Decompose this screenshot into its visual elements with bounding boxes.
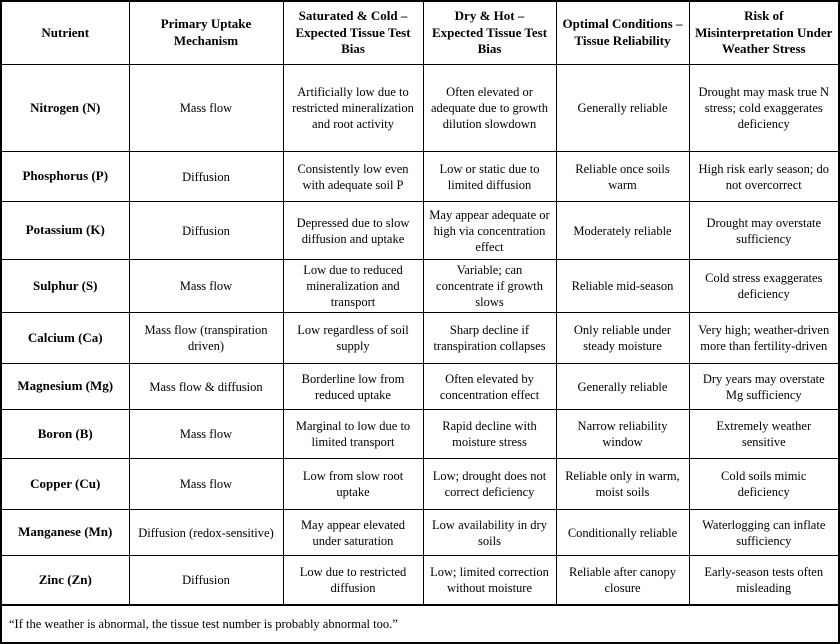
table-cell: Diffusion	[129, 152, 283, 202]
column-header-dry-hot-bias: Dry & Hot – Expected Tissue Test Bias	[423, 1, 556, 65]
table-cell: Mass flow & diffusion	[129, 364, 283, 410]
table-row-sulphur	[1, 260, 839, 313]
table-row-zinc	[1, 556, 839, 606]
table-cell: Depressed due to slow diffusion and uptake	[283, 202, 423, 260]
nutrient-name: Sulphur (S)	[1, 260, 129, 313]
table-cell: Reliable mid-season	[556, 260, 689, 313]
header-row	[1, 1, 839, 65]
table-cell: May appear elevated under saturation	[283, 510, 423, 556]
table-row-potassium	[1, 202, 839, 260]
table-cell: Mass flow	[129, 459, 283, 510]
table-cell: Diffusion (redox-sensitive)	[129, 510, 283, 556]
nutrient-name: Manganese (Mn)	[1, 510, 129, 556]
table-cell: Artificially low due to restricted mineralization and root activity	[283, 65, 423, 152]
nutrient-name: Zinc (Zn)	[1, 556, 129, 606]
table-cell: Low from slow root uptake	[283, 459, 423, 510]
table-cell: Early-season tests often misleading	[689, 556, 839, 606]
nutrient-name: Nitrogen (N)	[1, 65, 129, 152]
table-cell: Reliable once soils warm	[556, 152, 689, 202]
table-row-magnesium	[1, 364, 839, 410]
table-row-copper	[1, 459, 839, 510]
table-cell: Only reliable under steady moisture	[556, 313, 689, 364]
table-row-boron	[1, 410, 839, 459]
table-cell: Mass flow	[129, 410, 283, 459]
table-cell: Low or static due to limited diffusion	[423, 152, 556, 202]
column-header-saturated-cold-bias: Saturated & Cold – Expected Tissue Test Bias	[283, 1, 423, 65]
footer-note: “If the weather is abnormal, the tissue test number is probably abnormal too.”	[1, 605, 839, 643]
table-cell: Diffusion	[129, 556, 283, 606]
table-cell: Generally reliable	[556, 65, 689, 152]
table-cell: Low availability in dry soils	[423, 510, 556, 556]
table-cell: Consistently low even with adequate soil P	[283, 152, 423, 202]
table-cell: Low regardless of soil supply	[283, 313, 423, 364]
table-cell: Borderline low from reduced uptake	[283, 364, 423, 410]
table-cell: Low due to reduced mineralization and transport	[283, 260, 423, 313]
column-header-misinterpretation-risk: Risk of Misinterpretation Under Weather Stress	[689, 1, 839, 65]
table-cell: Reliable only in warm, moist soils	[556, 459, 689, 510]
table-cell: Mass flow	[129, 260, 283, 313]
table-cell: May appear adequate or high via concentration effect	[423, 202, 556, 260]
nutrient-name: Copper (Cu)	[1, 459, 129, 510]
table-cell: Often elevated or adequate due to growth dilution slowdown	[423, 65, 556, 152]
table-cell: Extremely weather sensitive	[689, 410, 839, 459]
column-header-uptake-mechanism: Primary Uptake Mechanism	[129, 1, 283, 65]
table-cell: Sharp decline if transpiration collapses	[423, 313, 556, 364]
table-row-phosphorus	[1, 152, 839, 202]
table-cell: Diffusion	[129, 202, 283, 260]
table-cell: Low; drought does not correct deficiency	[423, 459, 556, 510]
nutrient-name: Potassium (K)	[1, 202, 129, 260]
table-cell: Cold soils mimic deficiency	[689, 459, 839, 510]
table-row-nitrogen	[1, 65, 839, 152]
table-row-calcium	[1, 313, 839, 364]
nutrient-name: Calcium (Ca)	[1, 313, 129, 364]
table-cell: Waterlogging can inflate sufficiency	[689, 510, 839, 556]
table-cell: High risk early season; do not overcorrect	[689, 152, 839, 202]
table-cell: Cold stress exaggerates deficiency	[689, 260, 839, 313]
table-cell: Narrow reliability window	[556, 410, 689, 459]
nutrient-name: Phosphorus (P)	[1, 152, 129, 202]
nutrient-name: Magnesium (Mg)	[1, 364, 129, 410]
table-cell: Low due to restricted diffusion	[283, 556, 423, 606]
table-cell: Marginal to low due to limited transport	[283, 410, 423, 459]
table-cell: Variable; can concentrate if growth slows	[423, 260, 556, 313]
table-cell: Often elevated by concentration effect	[423, 364, 556, 410]
table-cell: Very high; weather-driven more than fertility-driven	[689, 313, 839, 364]
column-header-optimal-reliability: Optimal Conditions – Tissue Reliability	[556, 1, 689, 65]
table-cell: Moderately reliable	[556, 202, 689, 260]
table-cell: Conditionally reliable	[556, 510, 689, 556]
table-cell: Mass flow	[129, 65, 283, 152]
table-cell: Rapid decline with moisture stress	[423, 410, 556, 459]
table-cell: Dry years may overstate Mg sufficiency	[689, 364, 839, 410]
table-cell: Drought may overstate sufficiency	[689, 202, 839, 260]
nutrient-name: Boron (B)	[1, 410, 129, 459]
table-cell: Reliable after canopy closure	[556, 556, 689, 606]
column-header-nutrient: Nutrient	[1, 1, 129, 65]
footer-row	[1, 605, 839, 643]
table-row-manganese	[1, 510, 839, 556]
table-cell: Mass flow (transpiration driven)	[129, 313, 283, 364]
table-cell: Generally reliable	[556, 364, 689, 410]
table-cell: Low; limited correction without moisture	[423, 556, 556, 606]
table-cell: Drought may mask true N stress; cold exaggerates deficiency	[689, 65, 839, 152]
